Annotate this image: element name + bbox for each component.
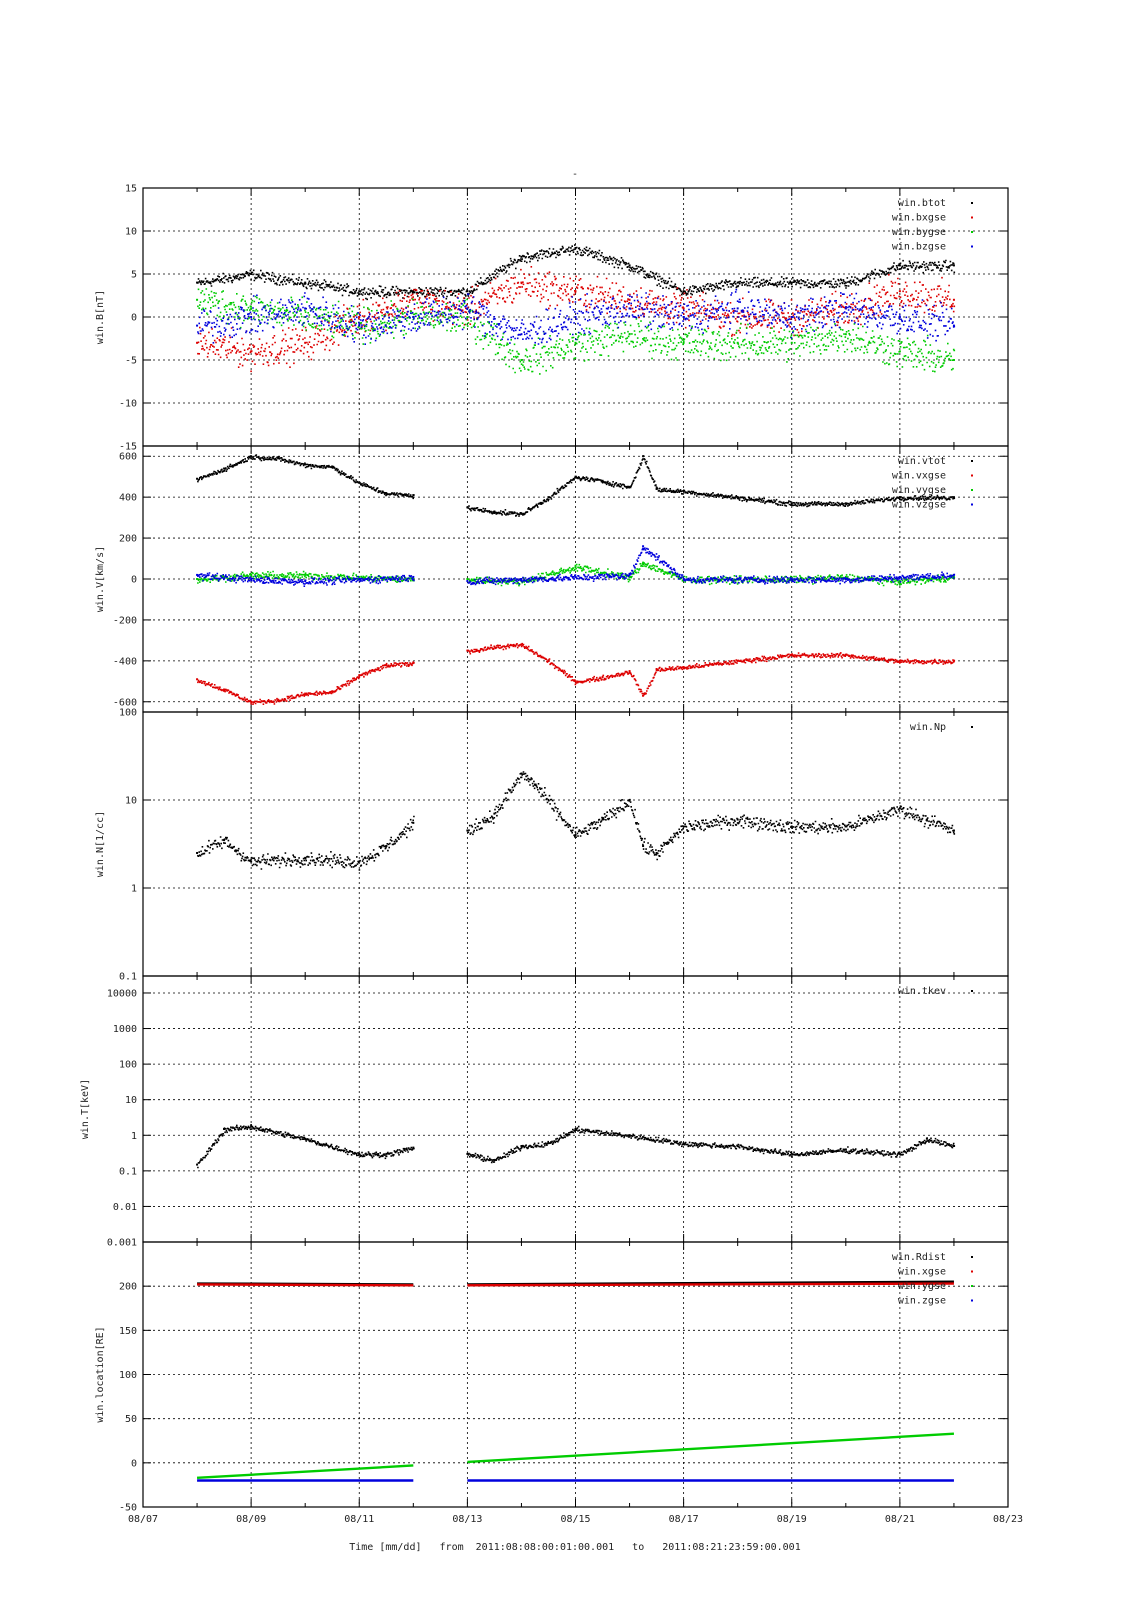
data-point xyxy=(466,580,468,582)
data-point xyxy=(466,830,468,832)
y-axis-label: win.location[RE] xyxy=(95,1326,106,1423)
data-point xyxy=(250,307,252,309)
series-win.bygse xyxy=(196,288,955,375)
y-tick-label: 600 xyxy=(118,451,137,463)
y-tick-label: 100 xyxy=(118,1059,137,1071)
legend-label: win.btot xyxy=(897,198,946,209)
data-point xyxy=(953,299,955,301)
legend-marker xyxy=(971,1256,973,1258)
series-line xyxy=(467,1434,954,1462)
end-time: 2011:08:21:23:59:00.001 xyxy=(662,1542,801,1553)
legend-label: win.vzgse xyxy=(891,499,946,511)
panel-5 xyxy=(95,1242,1008,1514)
data-point xyxy=(845,333,847,335)
start-time: 2011:08:08:00:01:00.001 xyxy=(475,1542,615,1553)
y-tick-label: 10000 xyxy=(106,988,137,1000)
scatter-cloud xyxy=(197,288,955,375)
data-point xyxy=(953,264,955,266)
panel-1 xyxy=(95,184,1008,453)
data-point xyxy=(196,1164,198,1166)
x-tick-label: 08/09 xyxy=(236,1514,267,1525)
x-tick-label: 08/07 xyxy=(127,1514,159,1525)
data-point xyxy=(642,845,644,847)
x-tick-label: 08/19 xyxy=(776,1514,807,1525)
data-point xyxy=(250,316,252,318)
panel-4 xyxy=(80,976,1008,1249)
data-point xyxy=(196,852,198,854)
y-tick-label: -15 xyxy=(118,441,137,453)
legend-label: win.Rdist xyxy=(891,1252,946,1263)
y-tick-label: -600 xyxy=(112,697,137,709)
data-point xyxy=(683,316,685,318)
y-tick-label: 50 xyxy=(124,1414,137,1426)
y-tick-label: 200 xyxy=(118,1281,137,1293)
scatter-cloud xyxy=(197,771,955,870)
x-tick-label: 08/17 xyxy=(668,1514,699,1525)
legend-label: win.tkev xyxy=(897,986,946,997)
y-axis-label: win.N[1/cc] xyxy=(95,810,106,878)
legend-marker xyxy=(971,460,973,462)
legend xyxy=(892,456,973,511)
series-line xyxy=(197,1284,413,1285)
x-tick-label: 08/11 xyxy=(344,1514,375,1525)
y-tick-label: -200 xyxy=(112,615,137,627)
legend-marker xyxy=(971,475,973,477)
y-tick-label: 200 xyxy=(118,533,137,545)
legend-marker xyxy=(971,489,973,491)
data-point xyxy=(412,316,414,318)
y-tick-label: -10 xyxy=(118,398,137,410)
data-point xyxy=(466,316,468,318)
x-axis xyxy=(128,1514,1023,1525)
to-label: to xyxy=(632,1542,645,1553)
x-tick-label: 08/21 xyxy=(884,1514,915,1525)
legend-label: win.ygse xyxy=(897,1281,946,1292)
y-tick-label: 100 xyxy=(118,707,137,719)
legend-marker xyxy=(971,1271,973,1273)
y-tick-label: 1 xyxy=(130,883,137,895)
y-tick-label: 0.1 xyxy=(118,971,137,983)
y-tick-label: 1 xyxy=(130,1130,137,1142)
legend xyxy=(910,722,973,733)
legend-marker xyxy=(971,246,973,248)
data-point xyxy=(737,307,739,309)
data-point xyxy=(575,316,577,318)
legend xyxy=(892,198,973,253)
legend-marker xyxy=(971,990,973,992)
y-tick-label: 0 xyxy=(130,574,137,586)
y-axis-label: win.B[nT] xyxy=(95,289,106,345)
data-point xyxy=(899,290,901,292)
y-tick-label: 15 xyxy=(124,183,137,195)
x-tick-label: 08/13 xyxy=(452,1514,483,1525)
panel-3 xyxy=(95,708,1008,983)
scatter-cloud xyxy=(197,643,955,705)
legend-marker xyxy=(971,231,973,233)
data-point xyxy=(629,264,631,266)
legend-marker xyxy=(971,504,973,506)
scatter-cloud xyxy=(197,1124,955,1168)
legend-marker xyxy=(971,217,973,219)
legend-label: win.vxgse xyxy=(891,470,946,482)
series-win.ygse xyxy=(197,1434,954,1478)
legend xyxy=(892,1252,973,1307)
figure-title: - xyxy=(571,169,579,180)
legend-label: win.bzgse xyxy=(891,241,946,253)
panel-2 xyxy=(95,446,1008,712)
legend-marker xyxy=(971,1285,973,1287)
data-point xyxy=(791,316,793,318)
y-tick-label: 150 xyxy=(118,1325,137,1337)
data-point xyxy=(358,316,360,318)
y-tick-label: 400 xyxy=(118,492,137,504)
series-win.xgse xyxy=(197,1284,954,1286)
legend-label: win.vygse xyxy=(891,485,946,496)
scatter-cloud xyxy=(197,454,955,517)
series-line xyxy=(197,1465,413,1477)
x-axis-label xyxy=(349,1542,800,1553)
y-tick-label: -5 xyxy=(124,355,137,367)
y-tick-label: 10 xyxy=(124,795,137,807)
legend-label: win.xgse xyxy=(897,1266,946,1278)
y-tick-label: 1000 xyxy=(112,1024,137,1036)
y-tick-label: 10 xyxy=(124,1095,137,1107)
from-label: from xyxy=(439,1542,464,1553)
legend-label: win.zgse xyxy=(897,1295,946,1307)
legend-label: win.bygse xyxy=(891,227,946,238)
y-tick-label: -400 xyxy=(112,656,137,668)
legend-marker xyxy=(971,726,973,728)
y-axis-label: win.T[keV] xyxy=(80,1078,91,1140)
x-tick-label: 08/23 xyxy=(992,1514,1024,1525)
data-point xyxy=(304,342,306,344)
legend-marker xyxy=(971,1300,973,1302)
data-point xyxy=(196,299,198,301)
y-tick-label: 0 xyxy=(130,312,137,324)
y-tick-label: 0.1 xyxy=(118,1166,137,1178)
data-point xyxy=(953,359,955,361)
y-tick-label: 0.01 xyxy=(112,1201,137,1213)
x-tick-label: 08/15 xyxy=(560,1514,591,1525)
legend-label: win.vtot xyxy=(897,456,946,467)
data-point xyxy=(642,545,644,547)
y-tick-label: -50 xyxy=(118,1502,137,1514)
legend-label: win.bxgse xyxy=(891,212,946,224)
y-axis-label: win.V[km/s] xyxy=(95,545,106,613)
panels xyxy=(80,184,1008,1514)
y-tick-label: 0.001 xyxy=(106,1237,137,1249)
legend-marker xyxy=(971,202,973,204)
data-point xyxy=(196,325,198,327)
y-tick-label: 0 xyxy=(130,1458,137,1470)
y-tick-label: 10 xyxy=(124,226,137,238)
legend xyxy=(898,986,973,997)
xlabel-text: Time [mm/dd] xyxy=(349,1542,422,1553)
data-point xyxy=(791,342,793,344)
y-tick-label: 100 xyxy=(118,1370,137,1381)
y-tick-label: 5 xyxy=(130,269,137,281)
series-win.Np xyxy=(196,771,955,870)
legend-label: win.Np xyxy=(909,722,946,733)
